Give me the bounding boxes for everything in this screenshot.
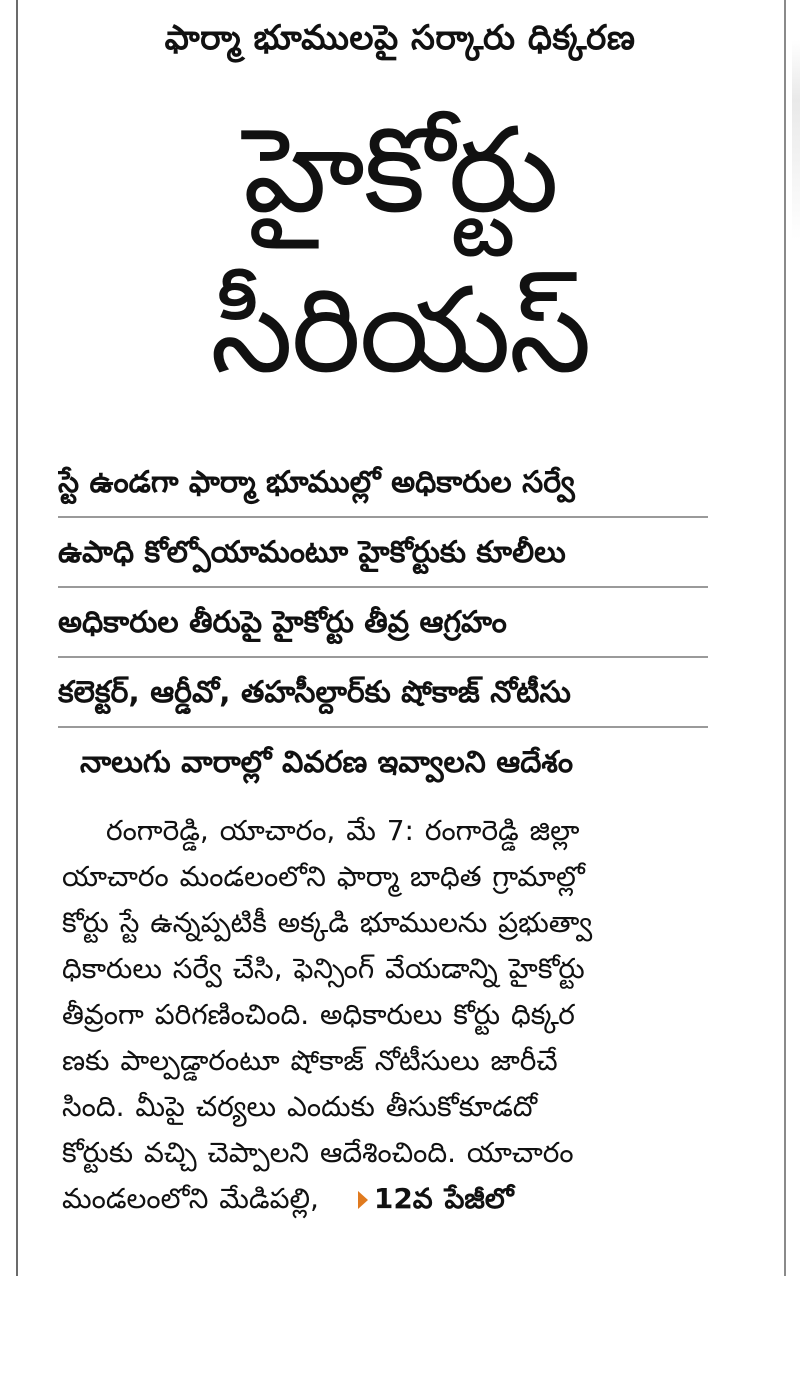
article-body [62, 808, 712, 1222]
body-last-line [62, 1176, 712, 1222]
column-rule-right [784, 0, 786, 1276]
deck-line: కలెక్టర్, ఆర్డీవో, తహసీల్దార్‌కు షోకాజ్ నోటీసు [58, 658, 708, 728]
continued-page-label: 12వ పేజీలో [373, 1182, 514, 1215]
deck-line: నాలుగు వారాల్లో వివరణ ఇవ్వాలని ఆదేశం [80, 745, 574, 780]
body-line: కోర్టుకు వచ్చి చెప్పాలని ఆదేశించింది. యాచారం [62, 1136, 574, 1169]
adjacent-column-edge [792, 40, 800, 240]
body-line-text: మండలంలోని మేడిపల్లి, [62, 1182, 319, 1215]
body-line: యాచారం మండలంలోని ఫార్మా బాధిత గ్రామాల్లో [62, 860, 585, 893]
deck-line: అధికారుల తీరుపై హైకోర్టు తీవ్ర ఆగ్రహం [58, 588, 708, 658]
headline-line-2: సీరియస్ [210, 261, 590, 399]
body-line: కోర్టు స్టే ఉన్నప్పటికీ అక్కడి భూములను ప్రభుత్వా [62, 906, 593, 939]
headline-line-1: హైకోర్టు [242, 101, 558, 239]
deck-line: స్టే ఉండగా ఫార్మా భూముల్లో అధికారుల సర్వే [58, 448, 708, 518]
body-line: ణకు పాల్పడ్డారంటూ షోకాజ్ నోటీసులు జారీచే [62, 1044, 558, 1077]
column-rule-left [16, 0, 18, 1276]
body-line: ధికారులు సర్వే చేసి, ఫెన్సింగ్ వేయడాన్ని హైకోర్టు [62, 952, 585, 985]
body-line: రంగారెడ్డి, యాచారం, మే 7: రంగారెడ్డి జిల్లా [106, 814, 580, 847]
deck-list [58, 448, 708, 798]
continued-page-link[interactable] [358, 1176, 514, 1222]
chevron-right-icon [358, 1191, 368, 1209]
body-line: తీవ్రంగా పరిగణించింది. అధికారులు కోర్టు ధిక్కర [62, 998, 575, 1031]
deck-line: ఉపాధి కోల్పోయామంటూ హైకోర్టుకు కూలీలు [58, 518, 708, 588]
body-line: సింది. మీపై చర్యలు ఎందుకు తీసుకోకూడదో [62, 1090, 538, 1123]
kicker-line: ఫార్మా భూములపై సర్కారు ధిక్కరణ [164, 18, 636, 58]
